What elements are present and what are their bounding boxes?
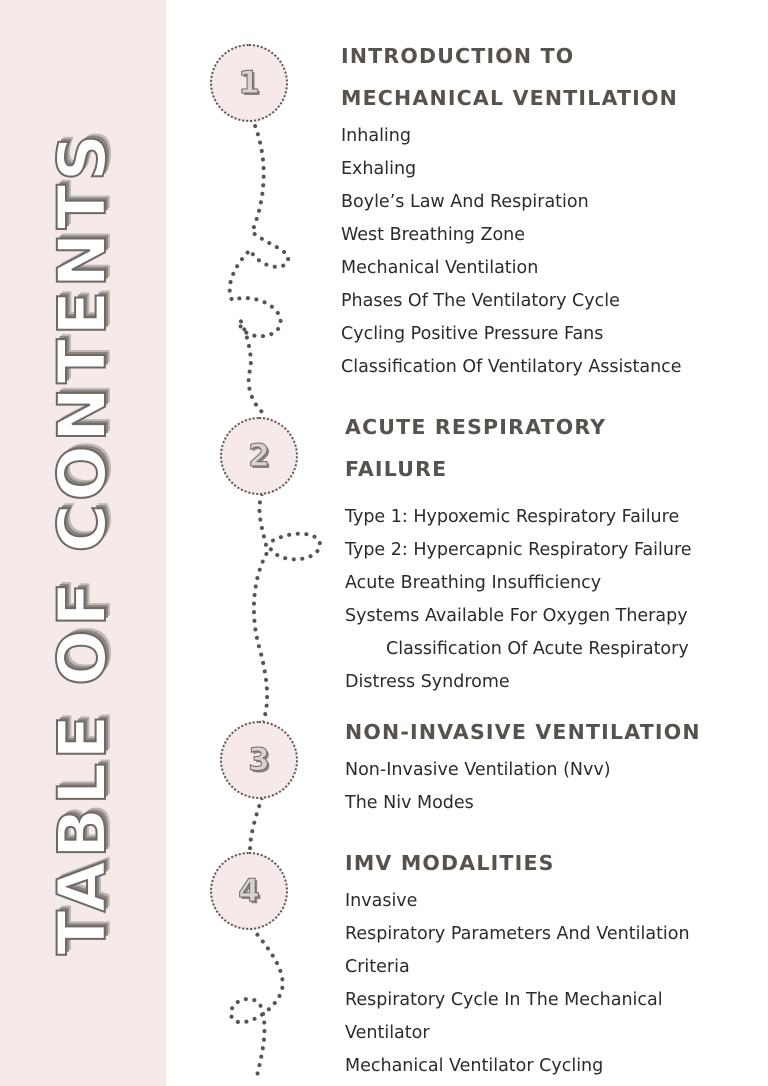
section-heading-2 [345, 406, 606, 490]
section-heading-1-line-2: MECHANICAL VENTILATION [341, 86, 678, 110]
section-heading-3-line-1: NON-INVASIVE VENTILATION [345, 720, 701, 744]
section-number-badge-2: 2 [220, 417, 298, 495]
toc-item[interactable]: Phases Of The Ventilatory Cycle [341, 291, 620, 311]
section-heading-3 [345, 711, 701, 753]
toc-item[interactable]: Criteria [345, 957, 410, 977]
toc-item[interactable]: Respiratory Cycle In The Mechanical [345, 990, 663, 1010]
toc-item[interactable]: Acute Breathing Insufficiency [345, 573, 602, 593]
toc-item[interactable]: Distress Syndrome [345, 672, 510, 692]
toc-item[interactable]: The Niv Modes [345, 793, 474, 813]
toc-item[interactable]: Type 2: Hypercapnic Respiratory Failure [345, 540, 692, 560]
toc-item[interactable]: Classification Of Acute Respiratory [386, 639, 689, 659]
toc-item[interactable]: Cycling Positive Pressure Fans [341, 324, 604, 344]
toc-item[interactable]: Invasive [345, 891, 418, 911]
section-number-badge-4: 4 [210, 852, 288, 930]
section-heading-2-line-1: ACUTE RESPIRATORY [345, 415, 607, 439]
toc-item[interactable]: Mechanical Ventilation [341, 258, 539, 278]
section-number-badge-1: 1 [210, 44, 288, 122]
toc-item[interactable]: West Breathing Zone [341, 225, 526, 245]
toc-item[interactable]: Exhaling [341, 159, 417, 179]
toc-item[interactable]: Inhaling [341, 126, 411, 146]
section-heading-4-line-1: IMV MODALITIES [345, 851, 555, 875]
section-heading-2-line-2: FAILURE [345, 457, 448, 481]
toc-item[interactable]: Non-Invasive Ventilation (Nvv) [345, 760, 611, 780]
toc-item[interactable]: Respiratory Parameters And Ventilation [345, 924, 690, 944]
section-2-item-list [345, 501, 692, 699]
section-heading-1-line-1: INTRODUCTION TO [341, 44, 575, 68]
section-4-item-list [345, 885, 690, 1083]
section-3-item-list [345, 754, 611, 820]
table-of-contents-title: TABLE OF CONTENTS [44, 130, 121, 956]
section-1-item-list [341, 120, 682, 384]
toc-item[interactable]: Classification Of Ventilatory Assistance [341, 357, 682, 377]
toc-item[interactable]: Boyle’s Law And Respiration [341, 192, 589, 212]
toc-item[interactable]: Systems Available For Oxygen Therapy [345, 606, 688, 626]
section-heading-4 [345, 842, 555, 884]
section-number-badge-3: 3 [220, 721, 298, 799]
toc-item[interactable]: Mechanical Ventilator Cycling [345, 1056, 604, 1076]
toc-item[interactable]: Ventilator [345, 1023, 430, 1043]
section-heading-1 [341, 35, 678, 119]
toc-item[interactable]: Type 1: Hypoxemic Respiratory Failure [345, 507, 680, 527]
